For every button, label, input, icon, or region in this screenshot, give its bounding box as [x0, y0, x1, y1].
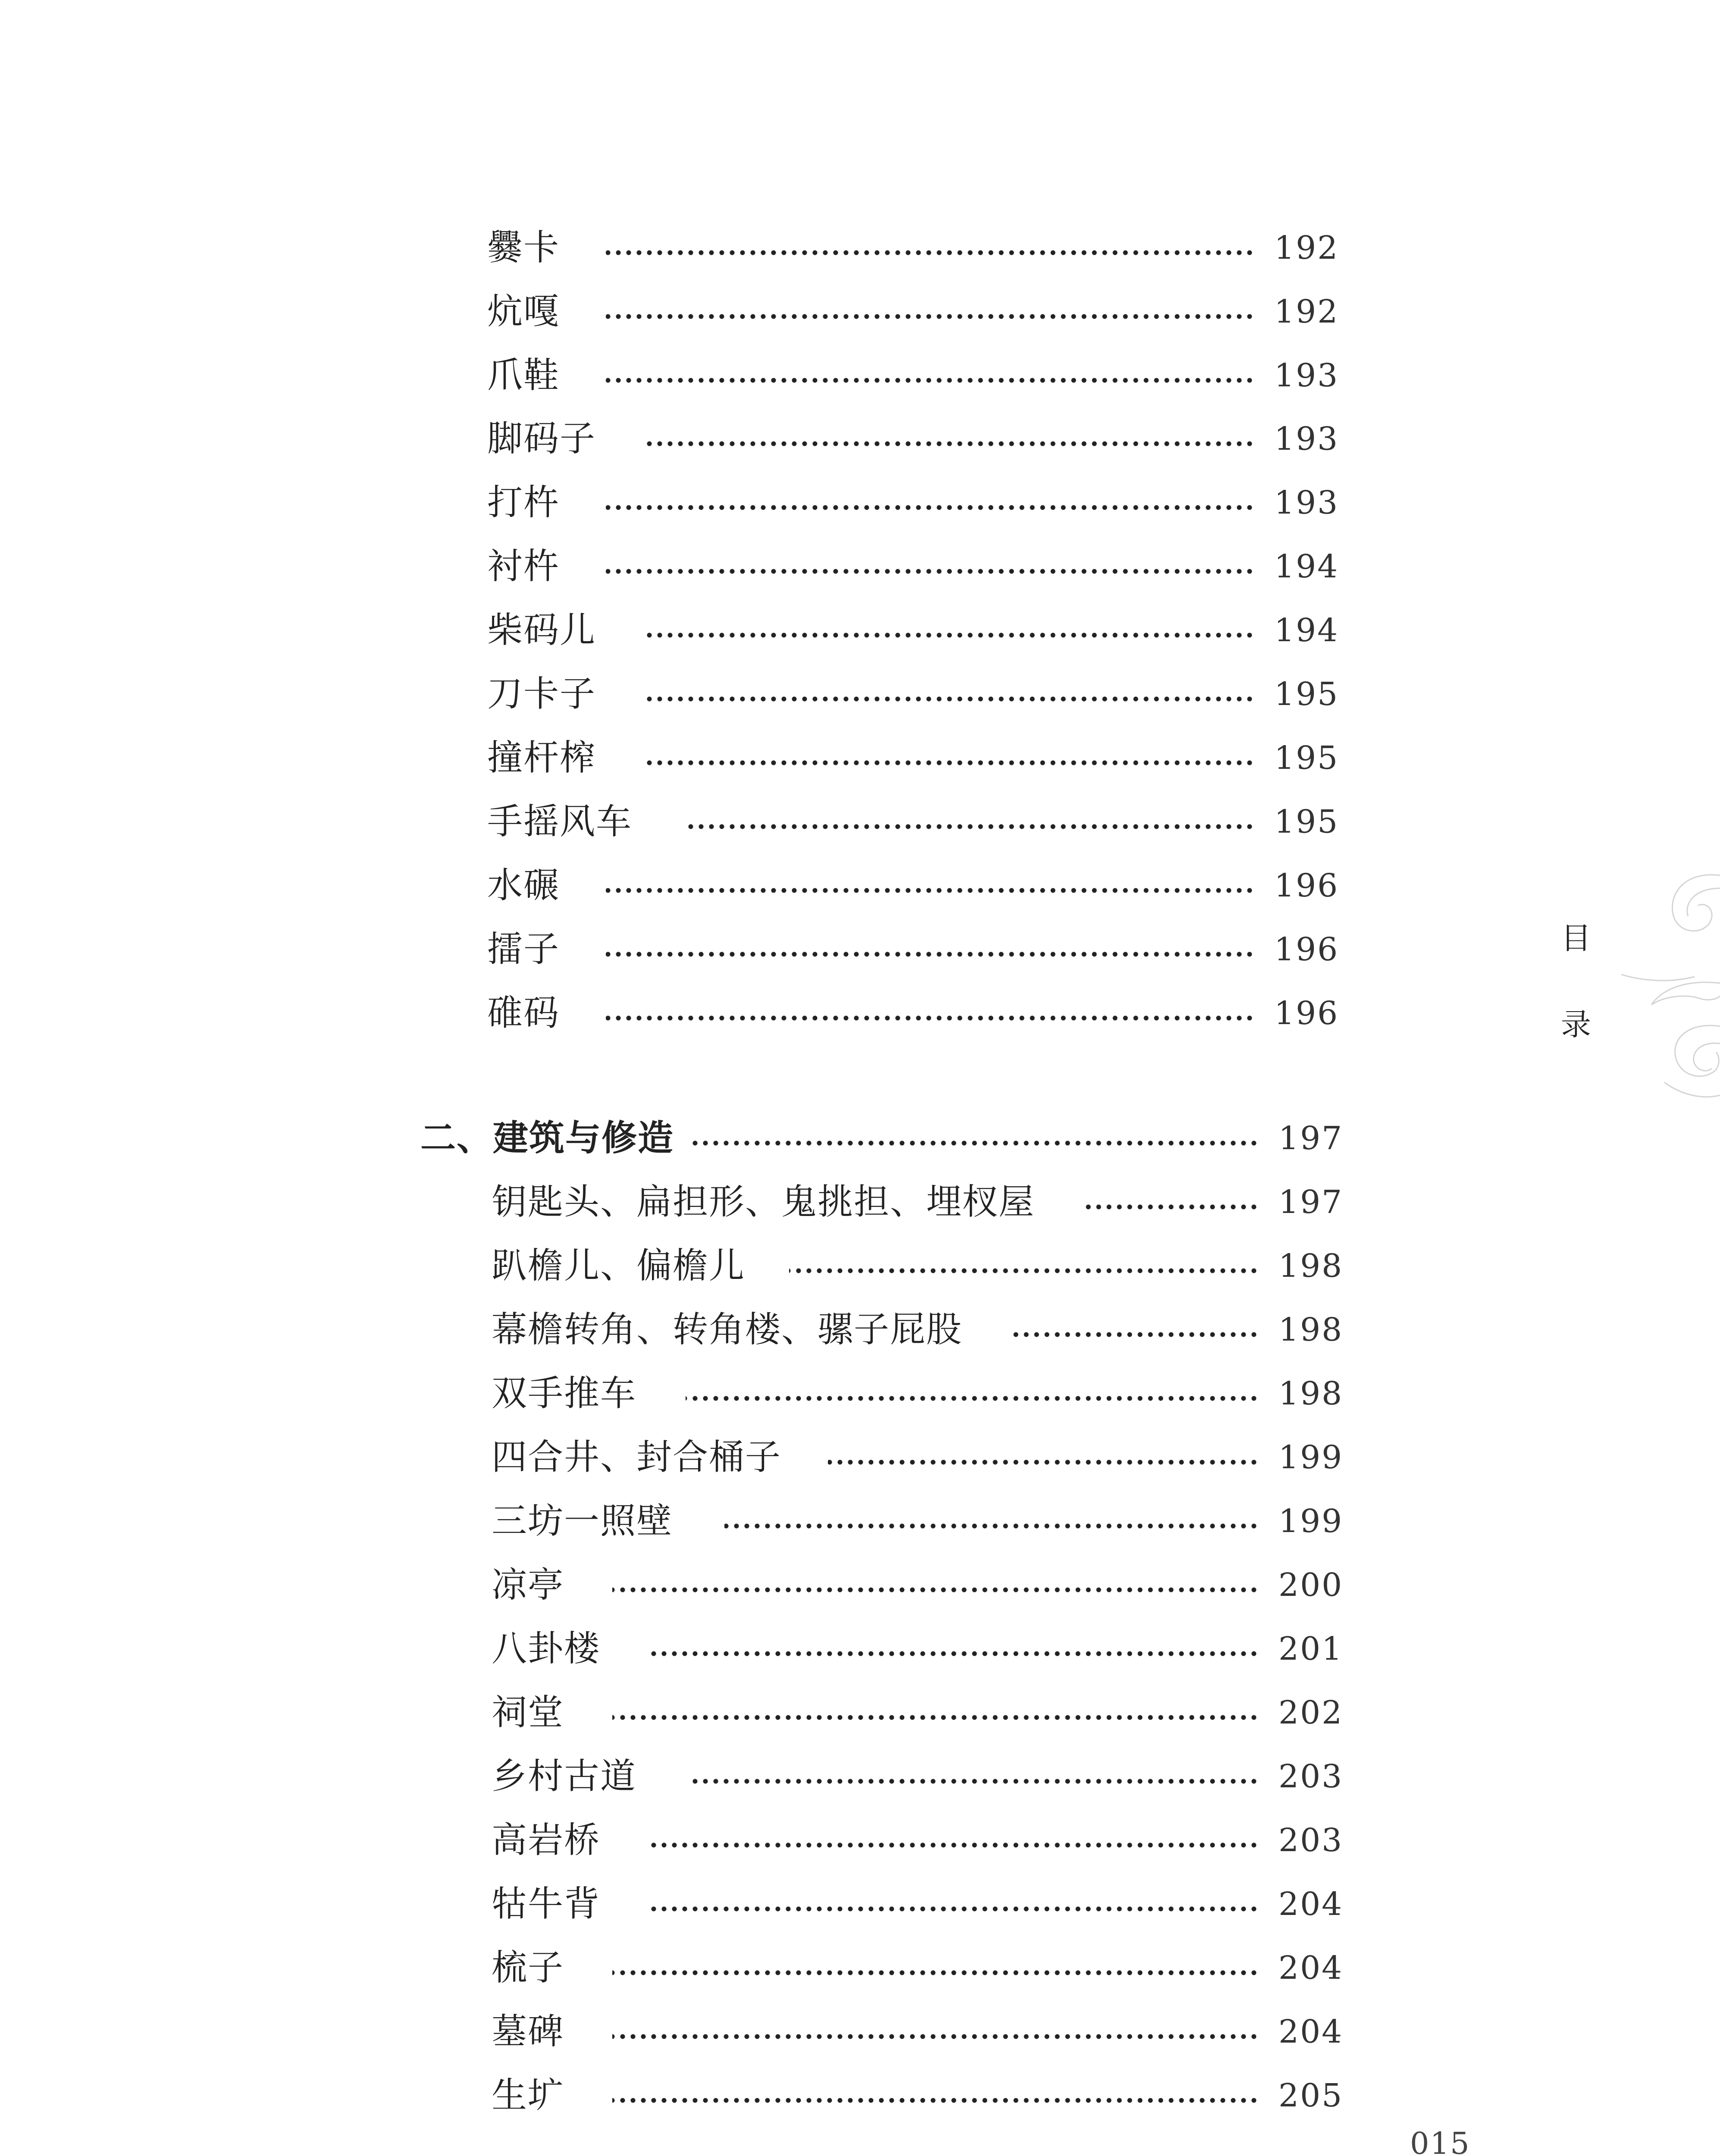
page-number: 015: [1410, 2126, 1470, 2156]
toc-entry-page: 196: [1274, 995, 1339, 1032]
toc-leader-dots: [724, 1523, 1259, 1529]
toc-entry-title: 凉亭: [492, 1564, 564, 1605]
toc-entry-title: 梳子: [492, 1947, 564, 1988]
toc-entry-page: 203: [1278, 1758, 1344, 1795]
toc-entry-title: 牯牛背: [492, 1883, 601, 1924]
toc-entry-page: 196: [1274, 867, 1339, 904]
toc-entry[interactable]: [0, 1240, 1720, 1292]
toc-entry-page: 198: [1278, 1247, 1344, 1285]
toc-entry-title: 趴檐儿、偏檐儿: [492, 1245, 746, 1286]
toc-leader-dots: [645, 632, 1255, 638]
toc-entry-page: 196: [1274, 931, 1339, 968]
toc-entry[interactable]: [0, 924, 1720, 975]
toc-leader-dots: [606, 250, 1255, 256]
toc-leader-dots: [606, 568, 1255, 574]
toc-entry-title: 水碾: [487, 865, 560, 906]
toc-entry-title: 衬杵: [487, 546, 560, 587]
toc-entry[interactable]: [0, 2006, 1720, 2058]
toc-entry[interactable]: [0, 222, 1720, 274]
toc-entry[interactable]: [0, 1878, 1720, 1930]
toc-entry-title: 脚码子: [487, 418, 596, 459]
toc-entry[interactable]: [0, 860, 1720, 912]
toc-entry-page: 192: [1274, 229, 1339, 266]
toc-entry-title: 刀卡子: [487, 674, 596, 714]
toc-entry-title: 幕檐转角、转角楼、骡子屁股: [492, 1309, 963, 1350]
toc-entry-title: 手摇风车: [487, 801, 633, 842]
toc-entry[interactable]: [0, 1751, 1720, 1802]
toc-leader-dots: [612, 2097, 1259, 2103]
side-label-lu: 录: [1561, 1007, 1591, 1042]
toc-entry-page: 197: [1278, 1184, 1344, 1221]
toc-entry-page: 195: [1274, 740, 1339, 777]
toc-entry[interactable]: [0, 1623, 1720, 1675]
toc-entry-title: 双手推车: [492, 1373, 637, 1414]
toc-entry-page: 204: [1278, 2013, 1344, 2050]
toc-entry-page: 195: [1274, 676, 1339, 713]
side-label-mu: 目: [1561, 921, 1591, 956]
toc-entry-page: 193: [1274, 484, 1339, 521]
toc-entry[interactable]: [0, 541, 1720, 592]
toc-entry-title: 爪鞋: [487, 355, 560, 396]
toc-entry[interactable]: [0, 1942, 1720, 1994]
toc-leader-dots: [651, 1842, 1259, 1848]
toc-entry-title: 八卦楼: [492, 1628, 601, 1669]
toc-entry[interactable]: [0, 668, 1720, 720]
toc-entry-page: 194: [1274, 548, 1339, 585]
toc-entry-title: 碓码: [487, 993, 560, 1034]
toc-leader-dots: [606, 951, 1255, 957]
toc-entry-page: 201: [1278, 1630, 1344, 1667]
toc-entry-title: 柴码儿: [487, 610, 596, 651]
toc-entry-page: 192: [1274, 293, 1339, 330]
toc-leader-dots: [1082, 1204, 1259, 1210]
toc-leader-dots: [1009, 1332, 1259, 1338]
toc-entry[interactable]: [0, 350, 1720, 401]
toc-leader-dots: [645, 441, 1255, 447]
toc-entry-title: 祠堂: [492, 1692, 564, 1733]
toc-entry[interactable]: [0, 477, 1720, 529]
toc-entry-page: 204: [1278, 1886, 1344, 1923]
toc-entry[interactable]: [0, 2070, 1720, 2122]
toc-entry[interactable]: [0, 1176, 1720, 1228]
toc-leader-dots: [651, 1651, 1259, 1657]
toc-entry-page: 203: [1278, 1822, 1344, 1859]
toc-leader-dots: [606, 505, 1255, 511]
toc-entry-page: 194: [1274, 612, 1339, 649]
toc-entry-title: 爨卡: [487, 227, 560, 268]
toc-entry[interactable]: [0, 1814, 1720, 1866]
toc-entry-page: 204: [1278, 1949, 1344, 1987]
toc-entry-page: 199: [1278, 1439, 1344, 1476]
toc-leader-dots: [690, 1778, 1259, 1784]
cloud-ornament-icon: [1595, 841, 1720, 1143]
toc-entry-title: 四合井、封合桶子: [492, 1437, 782, 1478]
toc-entry-title: 撞杆榨: [487, 737, 596, 778]
toc-entry-page: 198: [1278, 1311, 1344, 1348]
toc-entry[interactable]: [0, 286, 1720, 338]
toc-entry-title: 打杵: [487, 482, 560, 523]
toc-entry-page: 200: [1278, 1567, 1344, 1604]
toc-entry[interactable]: [0, 1304, 1720, 1356]
toc-entry-title: 墓碑: [492, 2011, 564, 2052]
toc-entry-page: 195: [1274, 803, 1339, 840]
toc-leader-dots: [606, 377, 1255, 383]
toc-entry-page: 193: [1274, 420, 1339, 458]
toc-leader-dots: [606, 887, 1255, 893]
toc-entry[interactable]: [0, 605, 1720, 656]
toc-leader-dots: [789, 1268, 1259, 1274]
toc-entry-page: 202: [1278, 1694, 1344, 1731]
toc-leader-dots: [612, 1970, 1259, 1976]
toc-entry[interactable]: [0, 1495, 1720, 1547]
toc-entry[interactable]: [0, 1559, 1720, 1611]
toc-entry-title: 生圹: [492, 2075, 564, 2116]
toc-leader-dots: [688, 1140, 1259, 1146]
toc-leader-dots: [606, 1015, 1255, 1021]
toc-leader-dots: [612, 1714, 1259, 1720]
toc-entry[interactable]: [0, 1687, 1720, 1739]
toc-entry-page: 193: [1274, 357, 1339, 394]
toc-entry[interactable]: [0, 796, 1720, 848]
toc-entry-page: 198: [1278, 1375, 1344, 1412]
toc-entry-title: 乡村古道: [492, 1756, 637, 1797]
toc-entry-page: 197: [1278, 1120, 1344, 1157]
toc-leader-dots: [686, 1395, 1259, 1401]
toc-entry-title: 高岩桥: [492, 1820, 601, 1861]
toc-leader-dots: [645, 696, 1255, 702]
toc-entry[interactable]: [0, 1432, 1720, 1483]
toc-leader-dots: [645, 760, 1255, 766]
toc-entry[interactable]: [0, 732, 1720, 784]
toc-entry[interactable]: [0, 987, 1720, 1039]
toc-entry[interactable]: [0, 1368, 1720, 1420]
toc-entry-title: 炕嘎: [487, 291, 560, 332]
toc-leader-dots: [612, 1587, 1259, 1593]
toc-entry[interactable]: [0, 413, 1720, 465]
toc-leader-dots: [606, 313, 1255, 320]
toc-entry-title: 三坊一照壁: [492, 1501, 673, 1542]
toc-section-title: 二、建筑与修造: [420, 1118, 674, 1159]
toc-leader-dots: [828, 1459, 1259, 1465]
toc-entry-page: 205: [1278, 2077, 1344, 2114]
toc-entry-title: 钥匙头、扁担形、鬼挑担、埋杈屋: [492, 1181, 1035, 1222]
toc-section-heading[interactable]: [0, 1112, 1720, 1164]
toc-entry-title: 擂子: [487, 929, 560, 970]
toc-leader-dots: [651, 1906, 1259, 1912]
toc-leader-dots: [612, 2034, 1259, 2040]
toc-entry-page: 199: [1278, 1503, 1344, 1540]
toc-leader-dots: [683, 824, 1255, 830]
